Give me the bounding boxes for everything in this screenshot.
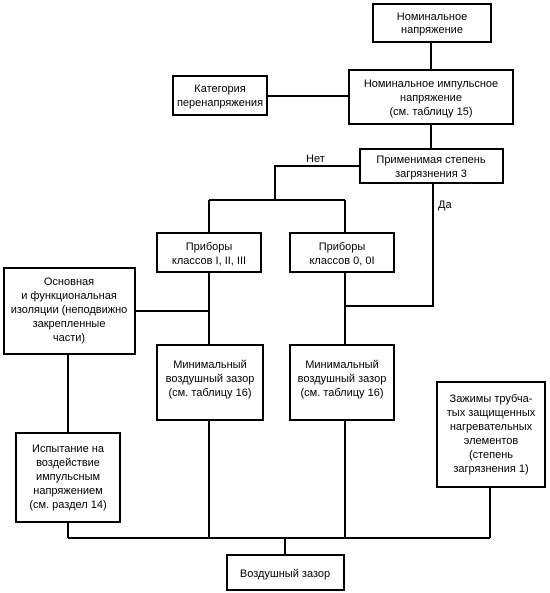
node-text: воздушный зазор [165,373,255,385]
node-appliances-class-1-2-3 [157,233,261,272]
node-sheathed-heating-element-terminals [437,382,545,487]
node-text: классов 0, 0I [309,255,375,267]
node-text: Номинальное [396,11,468,23]
node-pollution-degree [360,149,503,183]
node-text: Применимая степень [376,154,486,166]
node-text: (см. таблицу 16) [300,387,384,399]
node-text: напряжение [401,24,463,36]
node-text: закрепленные [32,318,106,330]
node-text: Приборы [318,241,366,253]
node-text: Минимальный [173,359,247,371]
node-overvoltage-category [173,76,267,115]
node-text: Испытание на [32,443,104,455]
node-rated-impulse-voltage [349,70,513,124]
node-text: классов I, II, III [171,255,247,267]
node-text: Зажимы трубча- [449,393,533,405]
node-text: тых защищенных [446,407,536,419]
node-text: (см. таблицу 16) [168,387,252,399]
node-rated-voltage [373,4,491,42]
node-text: и функциональная [21,290,117,302]
node-text: Минимальный [305,359,379,371]
node-text: напряжение [400,92,462,104]
node-text: импульсным [35,471,101,483]
node-clearance [227,555,344,590]
node-text: Номинальное импульсное [363,78,499,90]
node-text: Воздушный зазор [239,568,331,580]
node-text: загрязнения 3 [395,168,467,180]
node-text: Приборы [185,241,233,253]
node-text: перенапряжения [176,97,264,109]
node-text: напряжением [33,485,103,497]
node-text: изоляции (неподвижно [10,304,128,316]
node-text: воздействие [36,457,100,469]
node-text: (см. таблицу 15) [389,106,473,118]
node-basic-functional-insulation [4,268,135,354]
branch-label-no: Нет [306,153,325,165]
node-text: элементов [463,435,519,447]
node-text: воздушный зазор [297,373,387,385]
node-text: части) [52,332,86,344]
node-text: нагревательных [449,421,533,433]
node-text: Категория [194,83,246,95]
node-min-clearance-right [290,345,394,420]
node-text: (степень [468,449,514,461]
node-min-clearance-left [157,345,263,420]
node-impulse-voltage-test [16,433,120,522]
branch-label-yes: Да [438,199,452,211]
node-text: загрязнения 1) [453,463,529,475]
node-text: Основная [43,276,95,288]
node-appliances-class-0-01 [290,233,394,272]
node-text: (см. раздел 14) [29,499,107,511]
